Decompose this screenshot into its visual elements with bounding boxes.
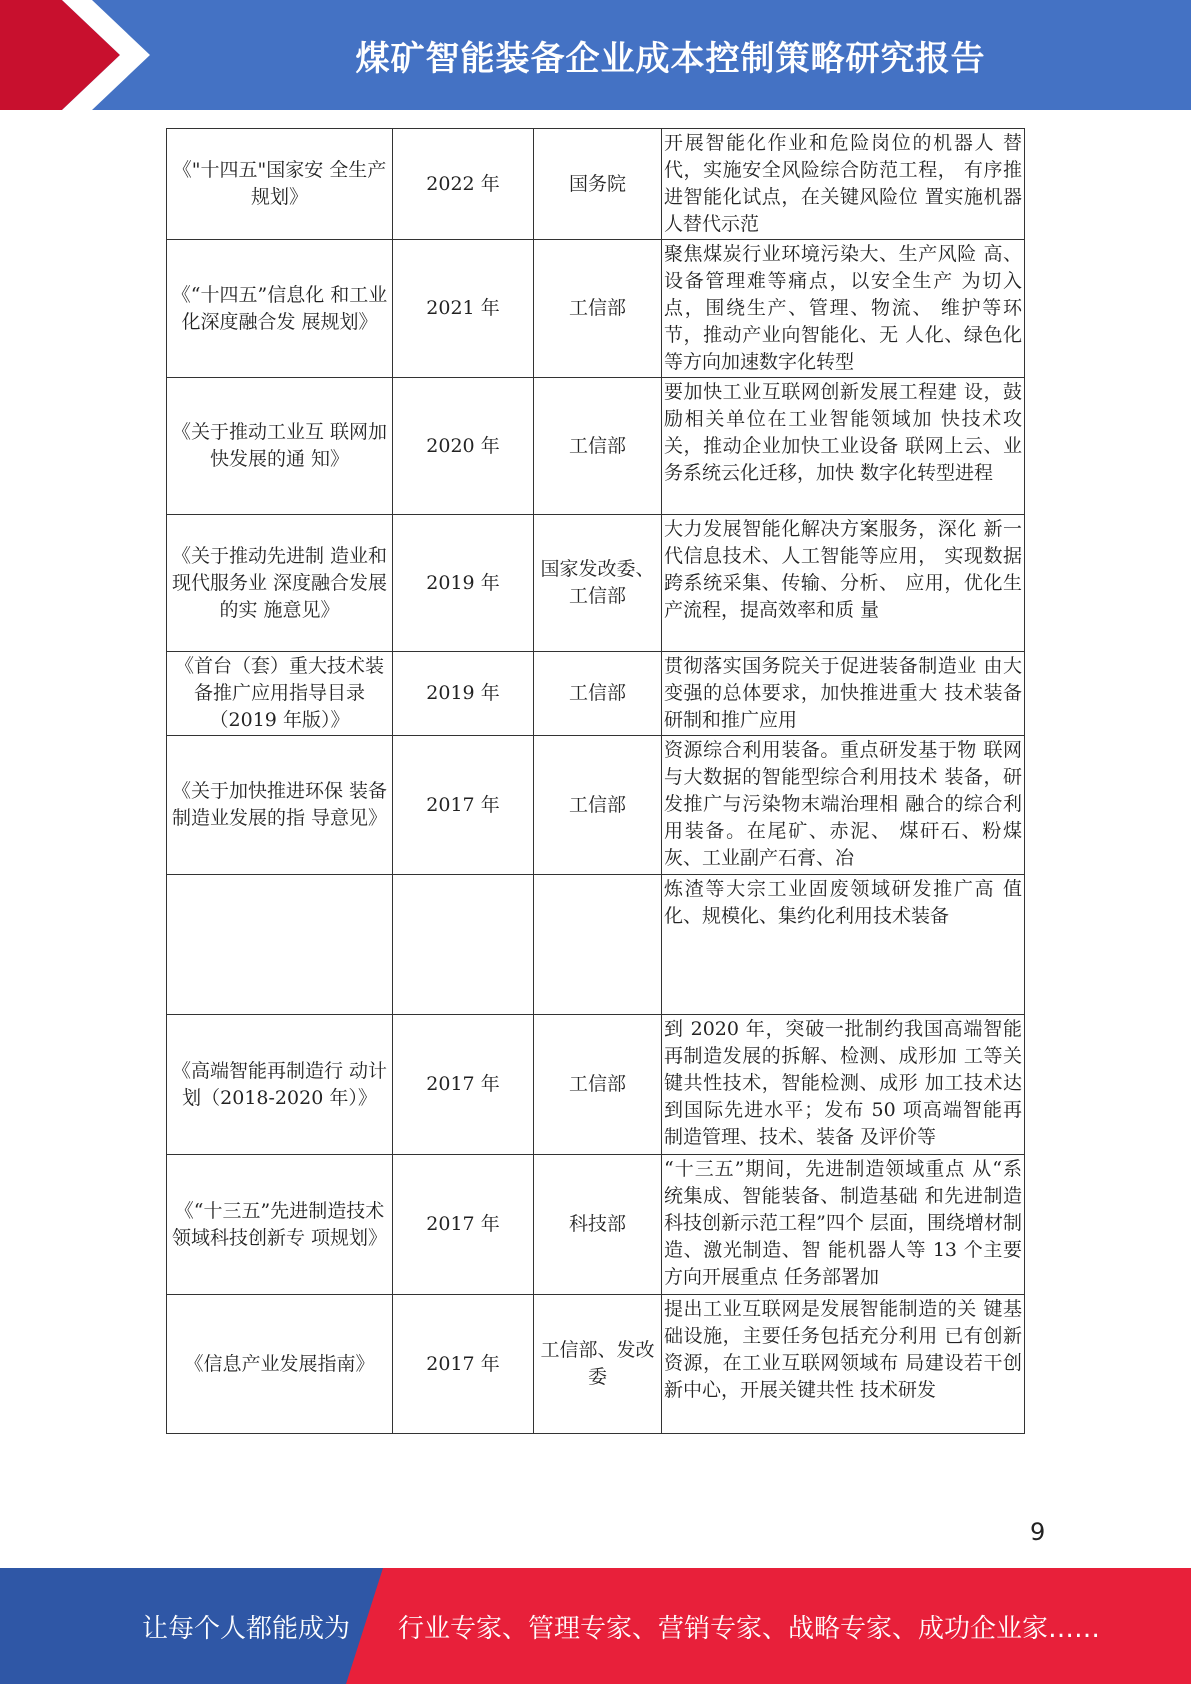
policy-dept: 工信部 xyxy=(534,378,662,515)
policy-content: 大力发展智能化解决方案服务，深化 新一代信息技术、人工智能等应用， 实现数据跨系统采集、传输、分析、 应用，优化生产流程，提高效率和质 量 xyxy=(662,515,1025,652)
policy-year xyxy=(393,875,534,1015)
policy-name: 《信息产业发展指南》 xyxy=(167,1295,393,1434)
policy-dept: 工信部、发改委 xyxy=(534,1295,662,1434)
table-row xyxy=(167,1015,1025,1155)
policy-table xyxy=(166,128,1025,1434)
policy-dept: 国务院 xyxy=(534,129,662,240)
table-row xyxy=(167,378,1025,515)
policy-dept: 国家发改委、工信部 xyxy=(534,515,662,652)
policy-content: 资源综合利用装备。重点研发基于物 联网与大数据的智能型综合利用技术 装备，研发推广与污染物末端治理相 融合的综合利用装备。在尾矿、赤泥、 煤矸石、粉煤灰、工业副产石膏、冶 xyxy=(662,736,1025,875)
policy-year: 2022 年 xyxy=(393,129,534,240)
policy-content: 到 2020 年，突破一批制约我国高端智能再制造发展的拆解、检测、成形加 工等关键共性技术，智能检测、成形 加工技术达到国际先进水平；发布 50 项高端智能再制造管理、技术、装备 及评价等 xyxy=(662,1015,1025,1155)
policy-dept xyxy=(534,875,662,1015)
policy-name: 《关于推动工业互 联网加快发展的通 知》 xyxy=(167,378,393,515)
footer-slogan-left: 让每个人都能成为 xyxy=(142,1613,351,1644)
policy-year: 2019 年 xyxy=(393,515,534,652)
policy-year: 2021 年 xyxy=(393,240,534,378)
policy-content: 聚焦煤炭行业环境污染大、生产风险 高、设备管理难等痛点，以安全生产 为切入点，围绕生产、管理、物流、 维护等环节，推动产业向智能化、无 人化、绿色化等方向加速数字化转型 xyxy=(662,240,1025,378)
page-footer xyxy=(0,1568,1191,1684)
footer-slogan-right: 行业专家、管理专家、营销专家、战略专家、成功企业家…… xyxy=(398,1613,1101,1644)
header-chevron-icon xyxy=(0,0,150,110)
table-row xyxy=(167,875,1025,1015)
table-row xyxy=(167,652,1025,736)
page-number: 9 xyxy=(1030,1518,1046,1546)
policy-year: 2017 年 xyxy=(393,1295,534,1434)
policy-content: “十三五”期间，先进制造领域重点 从“系统集成、智能装备、制造基础 和先进制造科技创新示范工程”四个 层面，围绕增材制造、激光制造、智 能机器人等 13 个主要方向开展重点 任务部署加 xyxy=(662,1155,1025,1295)
policy-name: 《首台（套）重大技术装备推广应用指导目录（2019 年版）》 xyxy=(167,652,393,736)
table-row xyxy=(167,240,1025,378)
table-row xyxy=(167,129,1025,240)
policy-content: 开展智能化作业和危险岗位的机器人 替代，实施安全风险综合防范工程， 有序推进智能化试点，在关键风险位 置实施机器人替代示范 xyxy=(662,129,1025,240)
policy-year: 2017 年 xyxy=(393,736,534,875)
policy-year: 2017 年 xyxy=(393,1155,534,1295)
report-title: 煤矿智能装备企业成本控制策略研究报告 xyxy=(355,38,986,79)
policy-dept: 工信部 xyxy=(534,652,662,736)
policy-dept: 工信部 xyxy=(534,736,662,875)
policy-name: 《"十四五"国家安 全生产规划》 xyxy=(167,129,393,240)
policy-content: 炼渣等大宗工业固废领域研发推广高 值化、规模化、集约化利用技术装备 xyxy=(662,875,1025,1015)
policy-name: 《“十四五”信息化 和工业化深度融合发 展规划》 xyxy=(167,240,393,378)
policy-content: 贯彻落实国务院关于促进装备制造业 由大变强的总体要求，加快推进重大 技术装备研制和推广应用 xyxy=(662,652,1025,736)
table-row xyxy=(167,515,1025,652)
policy-year: 2017 年 xyxy=(393,1015,534,1155)
policy-dept: 工信部 xyxy=(534,1015,662,1155)
policy-content: 提出工业互联网是发展智能制造的关 键基础设施，主要任务包括充分利用 已有创新资源，在工业互联网领域布 局建设若干创新中心，开展关键共性 技术研发 xyxy=(662,1295,1025,1434)
page-header xyxy=(0,0,1191,110)
policy-dept: 科技部 xyxy=(534,1155,662,1295)
policy-name: 《高端智能再制造行 动计划（2018-2020 年）》 xyxy=(167,1015,393,1155)
table-row xyxy=(167,1155,1025,1295)
policy-name: 《关于推动先进制 造业和现代服务业 深度融合发展的实 施意见》 xyxy=(167,515,393,652)
policy-dept: 工信部 xyxy=(534,240,662,378)
policy-name xyxy=(167,875,393,1015)
table-row xyxy=(167,736,1025,875)
table-row xyxy=(167,1295,1025,1434)
policy-name: 《关于加快推进环保 装备制造业发展的指 导意见》 xyxy=(167,736,393,875)
policy-year: 2020 年 xyxy=(393,378,534,515)
policy-content: 要加快工业互联网创新发展工程建 设，鼓励相关单位在工业智能领域加 快技术攻关，推动企业加快工业设备 联网上云、业务系统云化迁移，加快 数字化转型进程 xyxy=(662,378,1025,515)
policy-year: 2019 年 xyxy=(393,652,534,736)
policy-name: 《“十三五”先进制造技术领域科技创新专 项规划》 xyxy=(167,1155,393,1295)
